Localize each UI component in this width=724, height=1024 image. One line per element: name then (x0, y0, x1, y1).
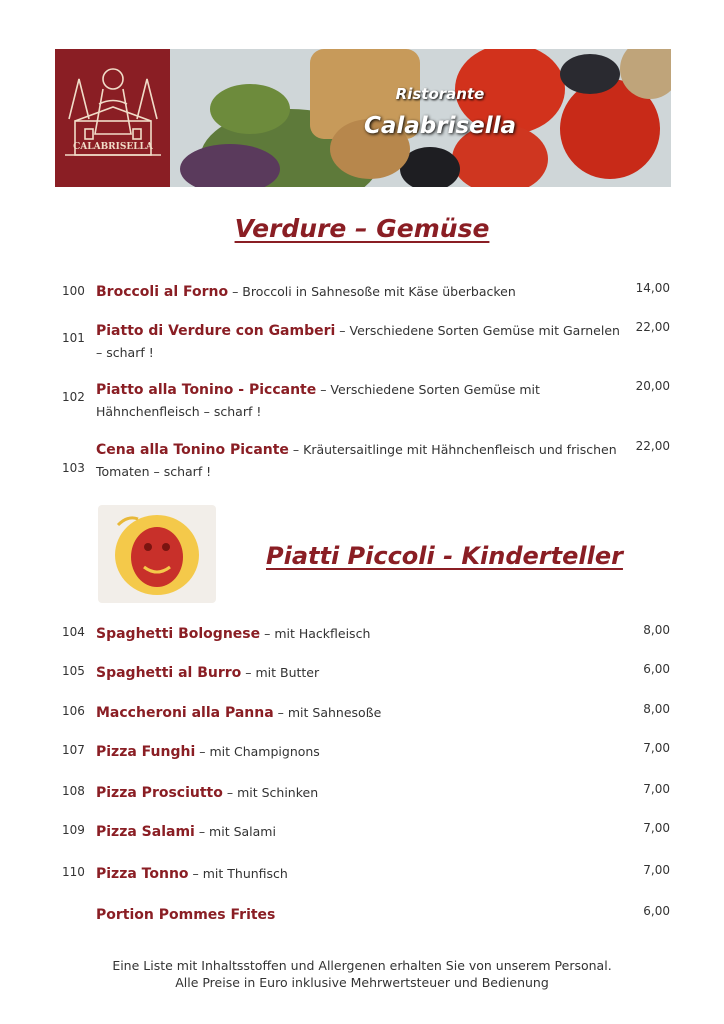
banner-image (170, 49, 671, 187)
item-detail: – mit Schinken (222, 785, 319, 800)
item-description (96, 904, 626, 926)
item-detail: – mit Salami (194, 824, 276, 839)
item-description (96, 623, 626, 645)
item-price: 7,00 (643, 741, 670, 755)
item-price: 7,00 (643, 863, 670, 877)
item-number: 102 (62, 390, 85, 404)
item-price: 22,00 (635, 320, 670, 334)
item-price: 6,00 (643, 662, 670, 676)
item-description (96, 782, 626, 804)
item-price: 6,00 (643, 904, 670, 918)
item-description (96, 662, 626, 684)
item-number: 103 (62, 461, 85, 475)
item-name: Cena alla Tonino Picante (96, 442, 289, 458)
item-number: 105 (62, 664, 85, 678)
item-description (96, 702, 626, 724)
item-description (96, 821, 626, 843)
item-description (96, 439, 626, 482)
item-price: 8,00 (643, 623, 670, 637)
item-number: 109 (62, 823, 85, 837)
item-number: 108 (62, 784, 85, 798)
item-name: Spaghetti al Burro (96, 665, 242, 681)
item-number: 100 (62, 284, 85, 298)
item-number: 104 (62, 625, 85, 639)
item-number: 107 (62, 743, 85, 757)
item-price: 7,00 (643, 782, 670, 796)
svg-text:CALABRISELLA: CALABRISELLA (73, 142, 153, 152)
restaurant-logo (55, 49, 170, 187)
item-description (96, 741, 626, 763)
item-description (96, 320, 626, 363)
item-name: Pizza Salami (96, 824, 195, 840)
kids-pasta-image (98, 505, 216, 603)
item-price: 20,00 (635, 379, 670, 393)
item-number: 101 (62, 331, 85, 345)
item-detail: – Verschiedene Sorten Gemüse mit Hähnchenfleisch – scharf ! (96, 382, 540, 419)
item-price: 14,00 (635, 281, 670, 295)
item-detail: – mit Hackfleisch (260, 626, 371, 641)
item-name: Piatto di Verdure con Gamberi (96, 323, 336, 339)
item-detail: – mit Butter (241, 665, 320, 680)
item-name: Broccoli al Forno (96, 284, 229, 300)
footer-allergen-note: Eine Liste mit Inhaltsstoffen und Allergenen erhalten Sie von unserem Personal. (112, 958, 612, 973)
item-number: 110 (62, 865, 85, 879)
item-price: 7,00 (643, 821, 670, 835)
item-detail: – mit Thunfisch (188, 866, 288, 881)
item-name: Portion Pommes Frites (96, 907, 276, 923)
footer-note (0, 957, 724, 991)
item-detail: – Broccoli in Sahnesoße mit Käse überbacken (228, 284, 516, 299)
logo-house-icon (55, 49, 170, 187)
item-price: 22,00 (635, 439, 670, 453)
footer-price-note: Alle Preise in Euro inklusive Mehrwertsteuer und Bedienung (175, 975, 549, 990)
item-name: Spaghetti Bolognese (96, 626, 261, 642)
restaurant-name: Calabrisella (363, 113, 517, 139)
item-number: 106 (62, 704, 85, 718)
item-name: Piatto alla Tonino - Piccante (96, 382, 317, 398)
item-description (96, 863, 626, 885)
pasta-face-icon (98, 505, 216, 603)
item-description (96, 379, 626, 422)
item-description (96, 281, 626, 303)
section-title-kinderteller: Piatti Piccoli - Kinderteller (266, 542, 623, 570)
item-detail: – Verschiedene Sorten Gemüse mit Garnelen – scharf ! (96, 323, 620, 360)
item-detail: – mit Sahnesoße (273, 705, 382, 720)
item-name: Pizza Prosciutto (96, 785, 223, 801)
item-name: Maccheroni alla Panna (96, 705, 274, 721)
item-price: 8,00 (643, 702, 670, 716)
header (55, 49, 671, 187)
section-title-verdure: Verdure – Gemüse (234, 214, 490, 243)
banner-subtitle: Ristorante (395, 85, 485, 103)
item-name: Pizza Funghi (96, 744, 196, 760)
item-detail: – mit Champignons (195, 744, 320, 759)
item-detail: – Kräutersaitlinge mit Hähnchenfleisch und frischen Tomaten – scharf ! (96, 442, 617, 479)
item-name: Pizza Tonno (96, 866, 189, 882)
